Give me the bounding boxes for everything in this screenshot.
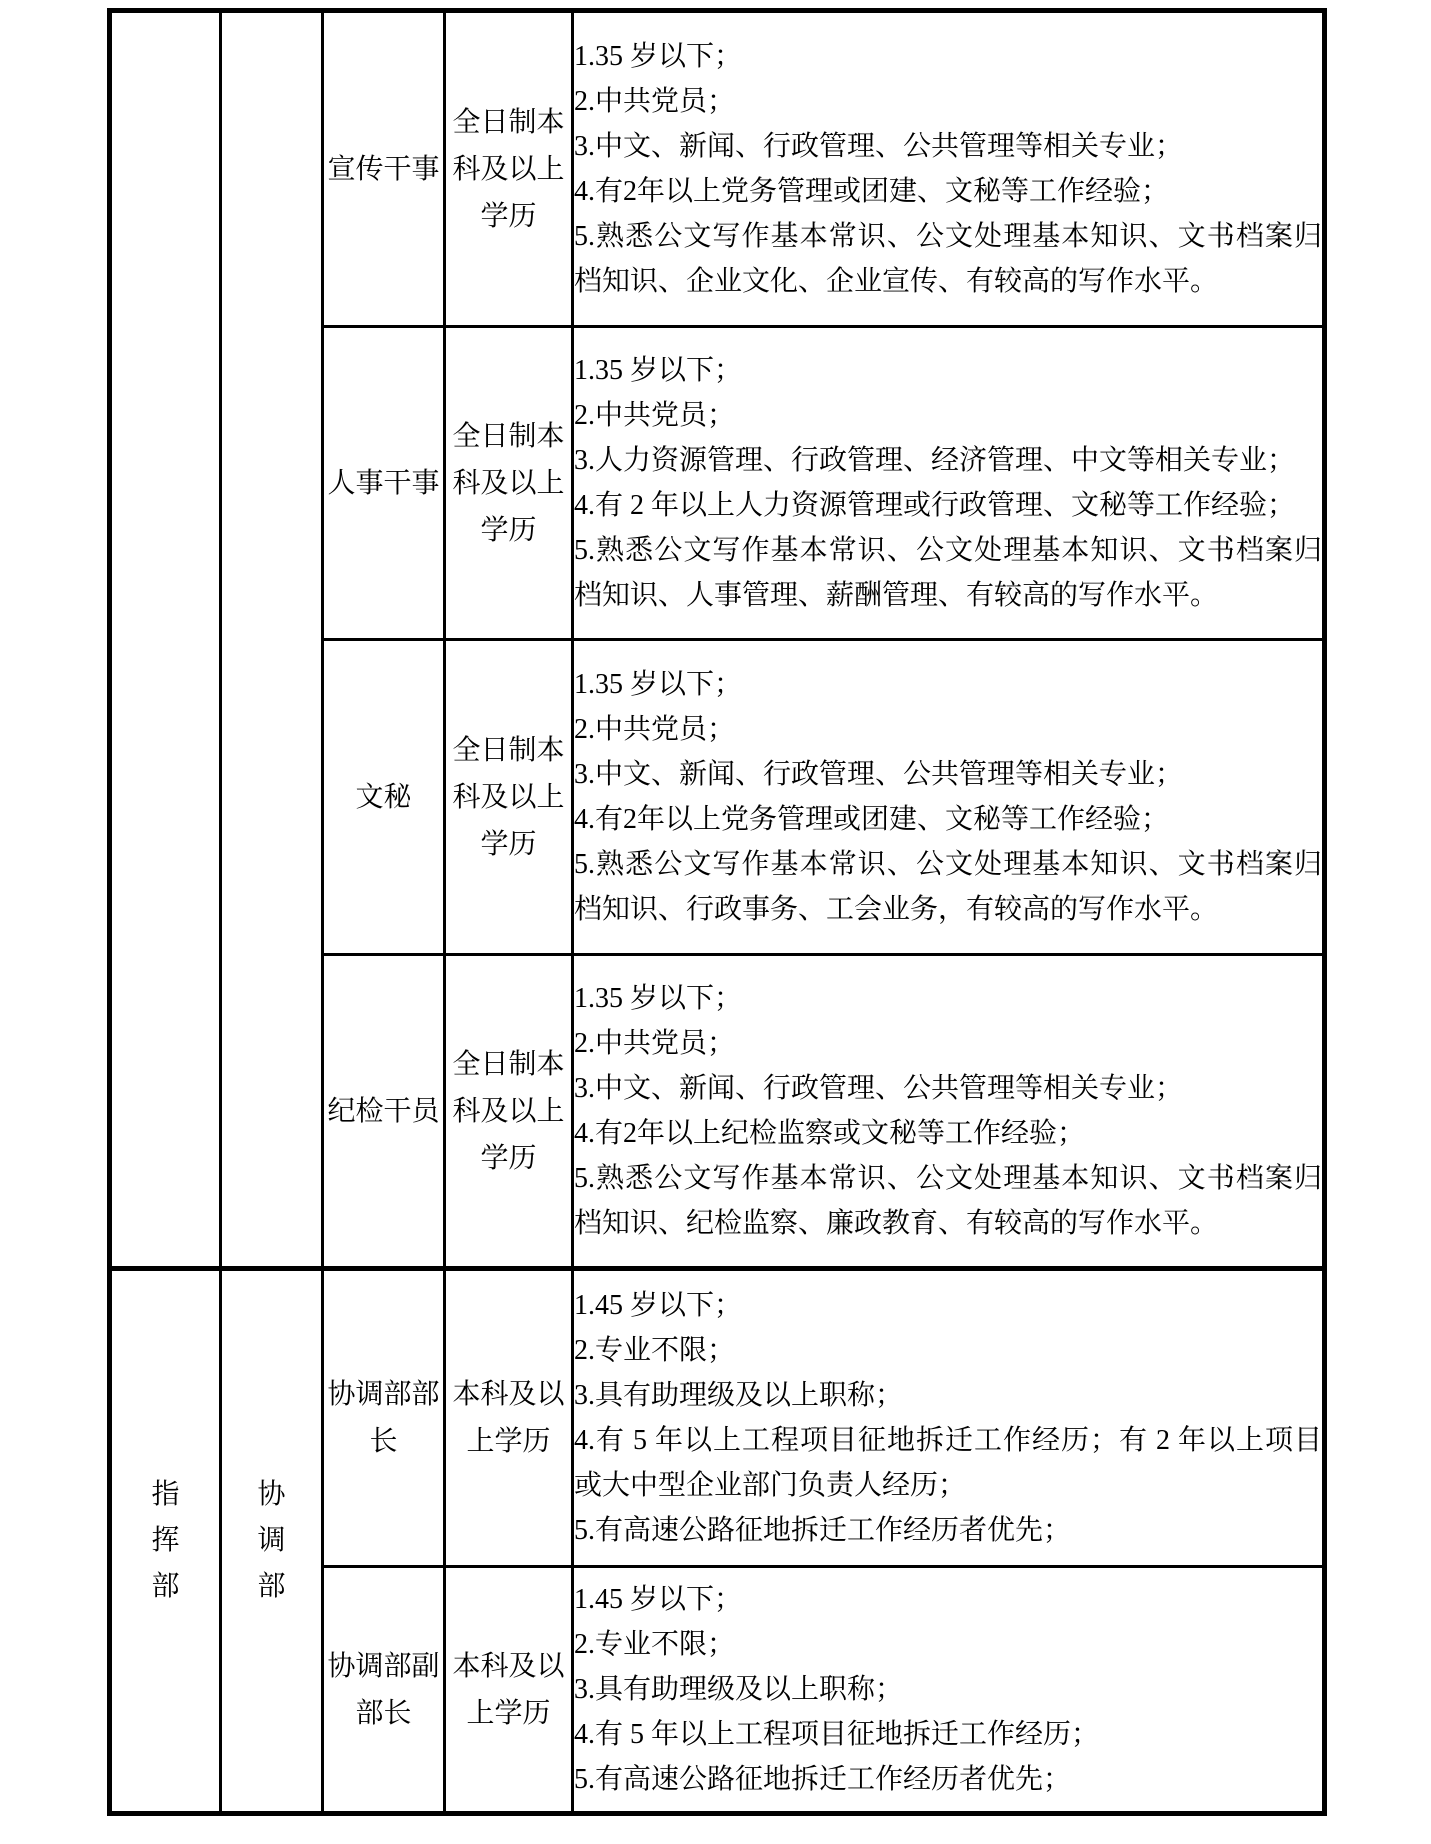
requirement-item: 1.35 岁以下； (574, 669, 743, 700)
cell-education (445, 11, 573, 327)
requirement-item: 5.熟悉公文写作基本常识、公文处理基本知识、文书档案归档知识、纪检监察、廉政教育、有较高的写作水平。 (574, 1163, 1322, 1239)
education-label: 本科及以上学历 (452, 1650, 565, 1729)
requirement-item: 2.中共党员； (574, 400, 736, 431)
cell-education (445, 1269, 573, 1567)
education-label: 全日制本科及以上学历 (452, 1048, 565, 1174)
cell-office (221, 1269, 323, 1814)
cell-position (323, 955, 445, 1269)
cell-requirements (573, 1269, 1325, 1567)
department-label: 指挥部 (151, 1479, 180, 1602)
cell-requirements (573, 640, 1325, 955)
requirement-item: 4.有 5 年以上工程项目征地拆迁工作经历； (574, 1719, 1100, 1750)
cell-requirements (573, 1567, 1325, 1814)
requirement-item: 3.具有助理级及以上职称； (574, 1380, 904, 1411)
requirement-item: 3.具有助理级及以上职称； (574, 1674, 904, 1705)
cell-education (445, 955, 573, 1269)
requirement-item: 4.有 5 年以上工程项目征地拆迁工作经历；有 2 年以上项目或大中型企业部门负责人经历； (574, 1425, 1322, 1501)
requirement-item: 3.中文、新闻、行政管理、公共管理等相关专业； (574, 1073, 1184, 1104)
cell-requirements (573, 327, 1325, 640)
cell-position (323, 11, 445, 327)
cell-position (323, 1567, 445, 1814)
cell-department (110, 1269, 221, 1814)
position-label: 宣传干事 (327, 153, 440, 185)
requirement-item: 3.人力资源管理、行政管理、经济管理、中文等相关专业； (574, 445, 1296, 476)
recruitment-table (107, 8, 1327, 1816)
cell-position (323, 1269, 445, 1567)
position-label: 协调部部长 (327, 1379, 440, 1457)
education-label: 本科及以上学历 (452, 1379, 565, 1457)
requirement-item: 2.中共党员； (574, 1028, 736, 1059)
requirement-item: 5.熟悉公文写作基本常识、公文处理基本知识、文书档案归档知识、企业文化、企业宣传、有较高的写作水平。 (574, 221, 1322, 297)
requirement-item: 4.有 2 年以上人力资源管理或行政管理、文秘等工作经验； (574, 490, 1296, 521)
cell-education (445, 327, 573, 640)
requirement-item: 2.专业不限； (574, 1335, 736, 1366)
position-label: 协调部副部长 (327, 1650, 440, 1729)
requirement-item: 4.有2年以上党务管理或团建、文秘等工作经验； (574, 176, 1170, 207)
requirement-item: 2.中共党员； (574, 714, 736, 745)
requirements-table (107, 8, 1327, 1816)
table-row (110, 1269, 1325, 1567)
cell-requirements (573, 955, 1325, 1269)
requirement-item: 1.45 岁以下； (574, 1290, 743, 1321)
requirement-item: 3.中文、新闻、行政管理、公共管理等相关专业； (574, 131, 1184, 162)
requirement-item: 5.有高速公路征地拆迁工作经历者优先； (574, 1764, 1072, 1795)
cell-education (445, 640, 573, 955)
requirement-item: 1.35 岁以下； (574, 355, 743, 386)
education-label: 全日制本科及以上学历 (452, 106, 565, 232)
position-label: 文秘 (355, 781, 412, 813)
office-label: 协调部 (257, 1479, 286, 1602)
cell-requirements (573, 11, 1325, 327)
requirement-item: 1.45 岁以下； (574, 1584, 743, 1615)
cell-education (445, 1567, 573, 1814)
education-label: 全日制本科及以上学历 (452, 734, 565, 860)
requirement-item: 5.熟悉公文写作基本常识、公文处理基本知识、文书档案归档知识、人事管理、薪酬管理、有较高的写作水平。 (574, 535, 1322, 611)
position-label: 纪检干员 (327, 1095, 440, 1127)
requirement-item: 5.熟悉公文写作基本常识、公文处理基本知识、文书档案归档知识、行政事务、工会业务，有较高的写作水平。 (574, 849, 1322, 925)
position-label: 人事干事 (327, 467, 440, 499)
requirement-item: 5.有高速公路征地拆迁工作经历者优先； (574, 1515, 1072, 1546)
education-label: 全日制本科及以上学历 (452, 420, 565, 546)
requirement-item: 1.35 岁以下； (574, 983, 743, 1014)
requirement-item: 2.中共党员； (574, 86, 736, 117)
requirement-item: 2.专业不限； (574, 1629, 736, 1660)
cell-position (323, 640, 445, 955)
cell-position (323, 327, 445, 640)
cell-department-empty (110, 11, 221, 1269)
cell-office-empty (221, 11, 323, 1269)
table-row (110, 11, 1325, 327)
requirement-item: 3.中文、新闻、行政管理、公共管理等相关专业； (574, 759, 1184, 790)
requirement-item: 4.有2年以上纪检监察或文秘等工作经验； (574, 1118, 1086, 1149)
requirement-item: 1.35 岁以下； (574, 41, 743, 72)
requirement-item: 4.有2年以上党务管理或团建、文秘等工作经验； (574, 804, 1170, 835)
